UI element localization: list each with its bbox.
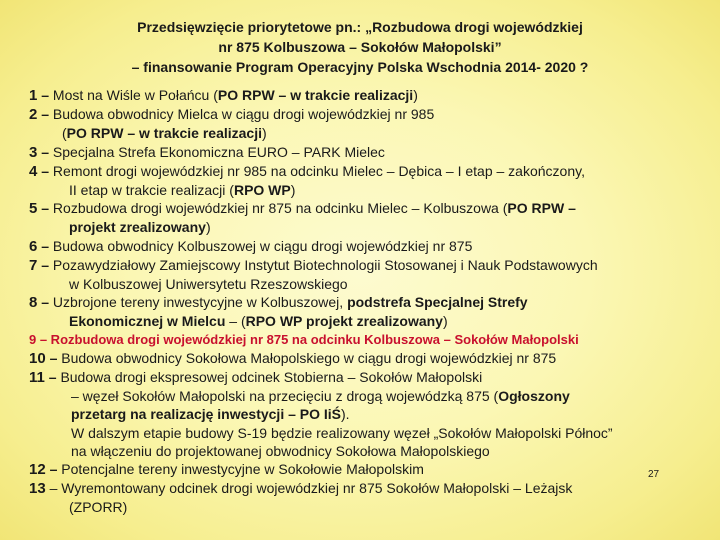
list-item-13-cont: (ZPORR)	[69, 499, 128, 516]
list-item-8-cont: Ekonomicznej w Mielcu – (RPO WP projekt zrealizowany)	[69, 313, 448, 330]
list-item-1: 1 – Most na Wiśle w Połańcu (PO RPW – w trakcie realizacji)	[29, 87, 418, 104]
list-item-13: 13 – Wyremontowany odcinek drogi wojewódzkiej nr 875 Sokołów Małopolski – Leżajsk	[29, 480, 573, 498]
page-number: 27	[648, 469, 660, 480]
list-item-7-cont: w Kolbuszowej Uniwersytetu Rzeszowskiego	[69, 276, 348, 293]
list-item-2: 2 – Budowa obwodnicy Mielca w ciągu drogi wojewódzkiej nr 985	[29, 106, 435, 124]
list-item-11: 11 – Budowa drogi ekspresowej odcinek Stobierna – Sokołów Małopolski	[29, 369, 483, 387]
list-item-5-cont: projekt zrealizowany)	[69, 219, 211, 236]
list-item-7: 7 – Pozawydziałowy Zamiejscowy Instytut Biotechnologii Stosowanej i Nauk Podstawowych	[29, 256, 598, 274]
slide-title	[40, 17, 680, 77]
title-line-3: – finansowanie Program Operacyjny Polska Wschodnia 2014- 2020 ?	[131, 59, 589, 75]
list-item-11-cont-3: W dalszym etapie budowy S-19 będzie realizowany węzeł „Sokołów Małopolski Północ”	[71, 424, 613, 441]
list-item-6: 6 – Budowa obwodnicy Kolbuszowej w ciągu drogi wojewódzkiej nr 875	[29, 237, 473, 255]
list-item-12: 12 – Potencjalne tereny inwestycyjne w Sokołowie Małopolskim	[29, 461, 424, 479]
list-item-2-cont: (PO RPW – w trakcie realizacji)	[62, 125, 267, 142]
title-line-1: Przedsięwzięcie priorytetowe pn.: „Rozbudowa drogi wojewódzkiej	[137, 19, 583, 35]
title-line-2: nr 875 Kolbuszowa – Sokołów Małopolski”	[218, 39, 502, 55]
list-item-3: 3 – Specjalna Strefa Ekonomiczna EURO – PARK Mielec	[29, 143, 385, 161]
list-item-11-cont-2: przetarg na realizację inwestycji – PO IiŚ).	[71, 406, 350, 423]
list-item-11-cont-1: – węzeł Sokołów Małopolski na przecięciu z drogą wojewódzką 875 (Ogłoszony	[71, 388, 570, 405]
list-item-8: 8 – Uzbrojone tereny inwestycyjne w Kolbuszowej, podstrefa Specjalnej Strefy	[29, 294, 528, 312]
list-item-5: 5 – Rozbudowa drogi wojewódzkiej nr 875 na odcinku Mielec – Kolbuszowa (PO RPW –	[29, 200, 576, 218]
list-item-9-highlighted: 9 – Rozbudowa drogi wojewódzkiej nr 875 na odcinku Kolbuszowa – Sokołów Małopolski	[29, 331, 579, 347]
list-item-4-cont: II etap w trakcie realizacji (RPO WP)	[69, 182, 296, 199]
list-item-10: 10 – Budowa obwodnicy Sokołowa Małopolskiego w ciągu drogi wojewódzkiej nr 875	[29, 349, 557, 367]
investment-list	[29, 86, 709, 517]
list-item-11-cont-4: na włączeniu do projektowanej obwodnicy Sokołowa Małopolskiego	[71, 442, 490, 459]
list-item-4: 4 – Remont drogi wojewódzkiej nr 985 na odcinku Mielec – Dębica – I etap – zakończony,	[29, 162, 585, 180]
